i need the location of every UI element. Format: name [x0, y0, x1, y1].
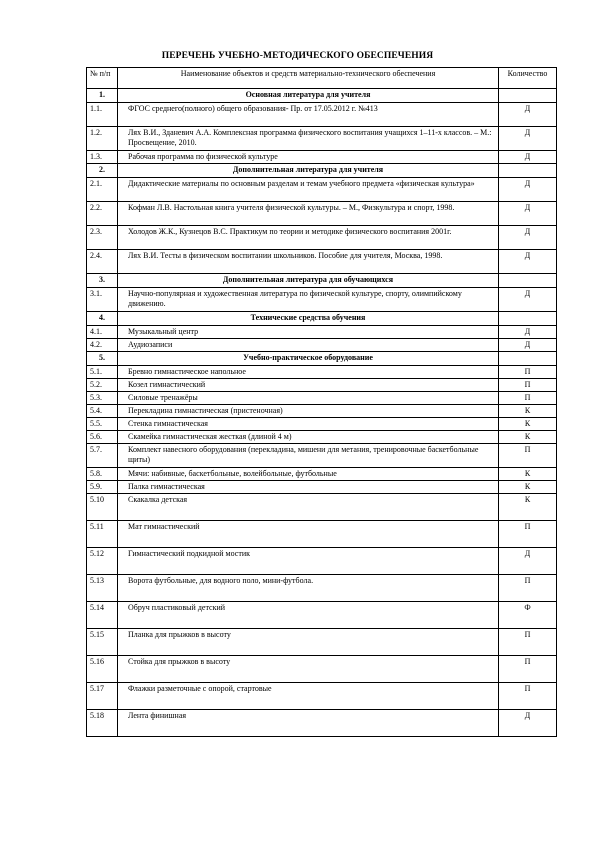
table-row: [87, 481, 557, 494]
item-quantity: К: [499, 431, 557, 444]
item-quantity: [499, 352, 557, 366]
item-name: Стойка для прыжков в высоту: [118, 656, 499, 683]
row-number: 1.2.: [87, 127, 118, 151]
table-row: [87, 405, 557, 418]
row-number: 2.3.: [87, 226, 118, 250]
item-name: Палка гимнастическая: [118, 481, 499, 494]
section-row: [87, 164, 557, 178]
table-row: [87, 710, 557, 737]
table-row: [87, 151, 557, 164]
item-quantity: Д: [499, 710, 557, 737]
table-row: [87, 379, 557, 392]
table-row: [87, 127, 557, 151]
item-quantity: Д: [499, 326, 557, 339]
item-quantity: [499, 164, 557, 178]
table-row: [87, 575, 557, 602]
row-number: 1.: [87, 89, 118, 103]
item-name: Перекладина гимнастическая (пристеночная): [118, 405, 499, 418]
item-name: Силовые тренажёры: [118, 392, 499, 405]
item-quantity: Д: [499, 250, 557, 274]
header-num: № п/п: [87, 68, 118, 89]
item-quantity: К: [499, 468, 557, 481]
row-number: 5.17: [87, 683, 118, 710]
row-number: 5.5.: [87, 418, 118, 431]
item-name: Мячи: набивные, баскетбольные, волейбольные, футбольные: [118, 468, 499, 481]
row-number: 5.9.: [87, 481, 118, 494]
row-number: 4.1.: [87, 326, 118, 339]
row-number: 2.4.: [87, 250, 118, 274]
item-quantity: П: [499, 656, 557, 683]
item-name: Скакалка детская: [118, 494, 499, 521]
row-number: 5.8.: [87, 468, 118, 481]
row-number: 2.: [87, 164, 118, 178]
item-quantity: Д: [499, 339, 557, 352]
table-row: [87, 103, 557, 127]
table-row: [87, 656, 557, 683]
row-number: 5.16: [87, 656, 118, 683]
row-number: 5.3.: [87, 392, 118, 405]
section-row: [87, 89, 557, 103]
item-quantity: Д: [499, 226, 557, 250]
item-quantity: П: [499, 629, 557, 656]
item-quantity: П: [499, 575, 557, 602]
item-quantity: П: [499, 392, 557, 405]
item-quantity: П: [499, 366, 557, 379]
item-name: Лях В.И., Зданевич А.А. Комплексная программа физического воспитания учащихся 1–11-х классов. – М.: Просвещение, 2010.: [118, 127, 499, 151]
item-quantity: К: [499, 481, 557, 494]
row-number: 3.: [87, 274, 118, 288]
item-quantity: [499, 89, 557, 103]
item-quantity: Ф: [499, 602, 557, 629]
row-number: 2.1.: [87, 178, 118, 202]
table-row: [87, 288, 557, 312]
item-quantity: [499, 312, 557, 326]
equipment-table: [86, 67, 557, 737]
item-name: Стенка гимнастическая: [118, 418, 499, 431]
item-quantity: П: [499, 683, 557, 710]
item-name: Музыкальный центр: [118, 326, 499, 339]
item-name: Дидактические материалы по основным разделам и темам учебного предмета «физическая культура»: [118, 178, 499, 202]
item-name: Флажки разметочные с опорой, стартовые: [118, 683, 499, 710]
section-title: Дополнительная литература для учителя: [118, 164, 499, 178]
row-number: 5.: [87, 352, 118, 366]
row-number: 5.13: [87, 575, 118, 602]
table-row: [87, 494, 557, 521]
item-name: Научно-популярная и художественная литература по физической культуре, спорту, олимпийскому движению.: [118, 288, 499, 312]
table-row: [87, 444, 557, 468]
table-row: [87, 250, 557, 274]
item-name: Холодов Ж.К., Кузнецов В.С. Практикум по теории и методике физического воспитания 2001г.: [118, 226, 499, 250]
table-row: [87, 468, 557, 481]
document-title: ПЕРЕЧЕНЬ УЧЕБНО-МЕТОДИЧЕСКОГО ОБЕСПЕЧЕНИЯ: [161, 51, 434, 61]
row-number: 2.2.: [87, 202, 118, 226]
header-qty: Количество: [499, 68, 557, 89]
table-row: [87, 326, 557, 339]
item-name: Планка для прыжков в высоту: [118, 629, 499, 656]
item-name: Скамейка гимнастическая жесткая (длиной 4 м): [118, 431, 499, 444]
table-row: [87, 683, 557, 710]
row-number: 5.6.: [87, 431, 118, 444]
item-name: Лента финишная: [118, 710, 499, 737]
item-quantity: П: [499, 379, 557, 392]
item-name: Комплект навесного оборудования (перекладина, мишени для метания, тренировочные баскетбольные щиты): [118, 444, 499, 468]
table-row: [87, 418, 557, 431]
row-number: 5.1.: [87, 366, 118, 379]
table-row: [87, 366, 557, 379]
table-body: [87, 68, 557, 737]
section-row: [87, 312, 557, 326]
row-number: 5.12: [87, 548, 118, 575]
row-number: 5.14: [87, 602, 118, 629]
item-name: Кофман Л.В. Настольная книга учителя физической культуры. – М., Физкультура и спорт, 1998.: [118, 202, 499, 226]
item-quantity: Д: [499, 178, 557, 202]
section-title: Учебно-практическое оборудование: [118, 352, 499, 366]
table-row: [87, 178, 557, 202]
section-row: [87, 274, 557, 288]
section-title: Дополнительная литература для обучающихся: [118, 274, 499, 288]
item-name: Ворота футбольные, для водного поло, мини-футбола.: [118, 575, 499, 602]
item-name: Гимнастический подкидной мостик: [118, 548, 499, 575]
row-number: 5.18: [87, 710, 118, 737]
item-name: ФГОС среднего(полного) общего образования- Пр. от 17.05.2012 г. №413: [118, 103, 499, 127]
table-row: [87, 226, 557, 250]
section-title: Основная литература для учителя: [118, 89, 499, 103]
table-row: [87, 548, 557, 575]
table-row: [87, 602, 557, 629]
item-name: Бревно гимнастическое напольное: [118, 366, 499, 379]
item-quantity: К: [499, 494, 557, 521]
table-row: [87, 629, 557, 656]
item-quantity: К: [499, 418, 557, 431]
item-quantity: Д: [499, 202, 557, 226]
row-number: 5.4.: [87, 405, 118, 418]
row-number: 4.2.: [87, 339, 118, 352]
item-quantity: Д: [499, 288, 557, 312]
table-row: [87, 339, 557, 352]
section-title: Технические средства обучения: [118, 312, 499, 326]
item-name: Лях В.И. Тесты в физическом воспитании школьников. Пособие для учителя, Москва, 1998.: [118, 250, 499, 274]
header-name: Наименование объектов и средств материально-технического обеспечения: [118, 68, 499, 89]
table-row: [87, 431, 557, 444]
row-number: 1.1.: [87, 103, 118, 127]
row-number: 5.10: [87, 494, 118, 521]
item-name: Козел гимнастический: [118, 379, 499, 392]
item-name: Обруч пластиковый детский: [118, 602, 499, 629]
row-number: 3.1.: [87, 288, 118, 312]
item-quantity: П: [499, 444, 557, 468]
table-row: [87, 202, 557, 226]
table-row: [87, 521, 557, 548]
item-name: Мат гимнастический: [118, 521, 499, 548]
row-number: 5.7.: [87, 444, 118, 468]
item-quantity: Д: [499, 127, 557, 151]
item-quantity: [499, 274, 557, 288]
item-quantity: Д: [499, 103, 557, 127]
table-header-row: [87, 68, 557, 89]
row-number: 5.15: [87, 629, 118, 656]
item-quantity: Д: [499, 548, 557, 575]
table-row: [87, 392, 557, 405]
row-number: 5.2.: [87, 379, 118, 392]
item-quantity: К: [499, 405, 557, 418]
item-name: Аудиозаписи: [118, 339, 499, 352]
item-quantity: П: [499, 521, 557, 548]
item-quantity: Д: [499, 151, 557, 164]
row-number: 4.: [87, 312, 118, 326]
row-number: 1.3.: [87, 151, 118, 164]
item-name: Рабочая программа по физической культуре: [118, 151, 499, 164]
row-number: 5.11: [87, 521, 118, 548]
section-row: [87, 352, 557, 366]
